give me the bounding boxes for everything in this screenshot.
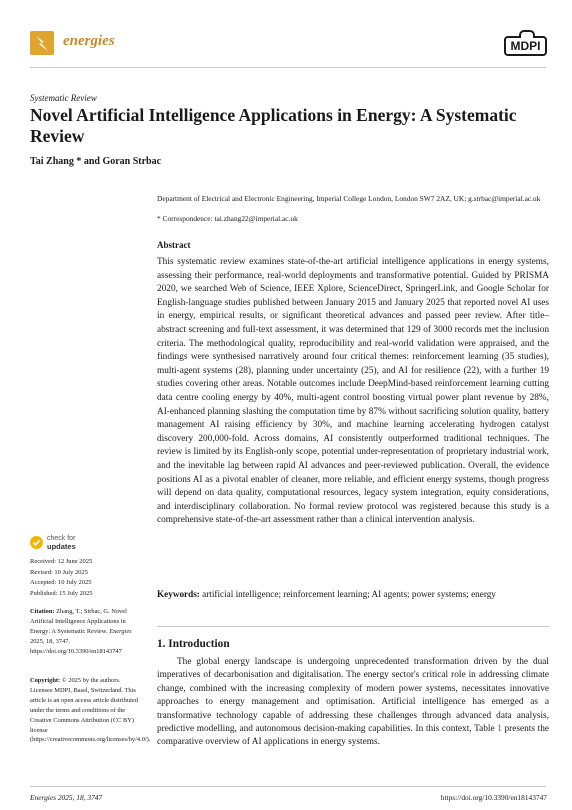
citation-ref[interactable]: 2025, 18, 3747. https://doi.org/10.3390/en18143747 (30, 637, 122, 655)
citation-label: Citation: (30, 608, 55, 615)
author-list: Tai Zhang * and Goran Strbac (30, 156, 162, 167)
section-divider (157, 626, 549, 627)
abstract-heading: Abstract (157, 240, 191, 250)
checkmark-icon (30, 536, 43, 549)
article-title: Novel Artificial Intelligence Applications in Energy: A Systematic Review (30, 105, 517, 146)
check-line1: check for (47, 535, 76, 542)
intro-heading: 1. Introduction (157, 638, 230, 650)
affiliation: Department of Electrical and Electronic Engineering, Imperial College London, London SW7 2AZ, UK; g.strbac@imperial.ac.uk (157, 194, 541, 203)
footer-citation: Energies 2025, 18, 3747 (30, 793, 103, 802)
date-revised: Revised: 10 July 2025 (30, 568, 88, 576)
keywords-label: Keywords: (157, 589, 200, 599)
table-reference-link[interactable]: 1 (497, 724, 502, 735)
correspondence: * Correspondence: tai.zhang22@imperial.ac.uk (157, 214, 298, 223)
intro-text-after: presents the comparative overview of AI applications in energy systems. (157, 724, 549, 748)
copyright-label: Copyright: (30, 677, 61, 684)
journal-logo (30, 31, 54, 55)
header-divider (30, 67, 546, 68)
check-line2: updates (47, 541, 76, 551)
date-published: Published: 15 July 2025 (30, 589, 93, 597)
copyright-text: © 2025 by the authors. Licensee MDPI, Basel, Switzerland. This article is an open access article distributed under the terms and conditions of the Creative Commons Attribution (CC BY) license (https://creativecommons.org/licenses/by/4.0/). (30, 677, 151, 744)
intro-paragraph (157, 656, 549, 750)
citation-journal: Energies (109, 627, 132, 635)
article-type: Systematic Review (30, 93, 97, 103)
publisher-logo (504, 36, 547, 56)
footer-divider (30, 786, 546, 787)
date-received: Received: 12 June 2025 (30, 558, 93, 565)
publisher-name: MDPI (510, 39, 541, 53)
copyright-block (30, 676, 151, 745)
date-accepted: Accepted: 10 July 2025 (30, 579, 92, 587)
keywords-text: artificial intelligence; reinforcement learning; AI agents; power systems; energy (202, 589, 496, 599)
lightning-icon (30, 31, 54, 55)
journal-name: energies (63, 33, 115, 49)
dates-block (30, 557, 140, 599)
check-updates-text[interactable] (47, 535, 76, 551)
check-updates-badge[interactable] (30, 536, 43, 549)
citation-block (30, 607, 142, 657)
intro-text-before: The global energy landscape is undergoing unprecedented transformation driven by the dual imperatives of decarbonisation and digitalisation. The energy sector's critical role in addressing climate change, combined with the increasing complexity of modern power systems, necessitates innovative approaches to energy management and optimisation. Artificial intelligence has emerged as a transformative technology capable of addressing these challenges through advanced data analysis, predictive modelling, and autonomous decision-making capabilities. In this context, Table (157, 657, 549, 735)
keywords (157, 589, 552, 599)
footer-doi-link[interactable]: https://doi.org/10.3390/en18143747 (440, 793, 547, 802)
citation-text: Zhang, T.; Strbac, G. Novel Artificial Intelligence Applications in Energy: A Systematic Review. (30, 608, 127, 635)
abstract-text: This systematic review examines state-of-the-art artificial intelligence applications in energy systems, assessing their performance, real-world deployments and transformative potential. Guided by PRISMA 2020, we searched Web of Science, IEEE Xplore, ScienceDirect, SpringerLink, and Google Scholar for English-language studies published between January 2015 and January 2025 that reported novel AI uses in energy, empirical results, or significant theoretical advances and passed peer review. After title–abstract screening and full-text assessment, it was determined that 129 of 3000 records met the inclusion criteria. The methodological quality, reproducibility and real-world validation were appraised, and the findings were synthesised narratively around four critical themes: reinforcement learning (35 studies), multi-agent systems (28), planning under uncertainty (25), and AI for resilience (22), with a further 19 studies covering other areas. Notable outcomes include DeepMind-based reinforcement learning cutting data centre cooling energy by 40%, multi-agent control boosting virtual power plant revenue by 28%, AI-enhanced planning slashing the computation time by 87% without sacrificing solution quality, battery management AI raising efficiency by 30%, and machine learning accelerating hydrogen catalyst discovery 200,000-fold. Across domains, AI consistently outperformed traditional techniques. The review is limited by its English-only scope, potential under-representation of proprietary industrial work, and the inevitable lag between rapid AI advances and peer-reviewed publication. Overall, the evidence positions AI as a pivotal enabler of cleaner, more reliable, and efficient energy systems, though progress will depend on data quality, computational resources, legacy system integration, equity considerations, and interdisciplinary collaboration. No formal review protocol was registered because this study is a comprehensive state-of-the-art assessment rather than a clinical intervention analysis. (157, 257, 549, 526)
